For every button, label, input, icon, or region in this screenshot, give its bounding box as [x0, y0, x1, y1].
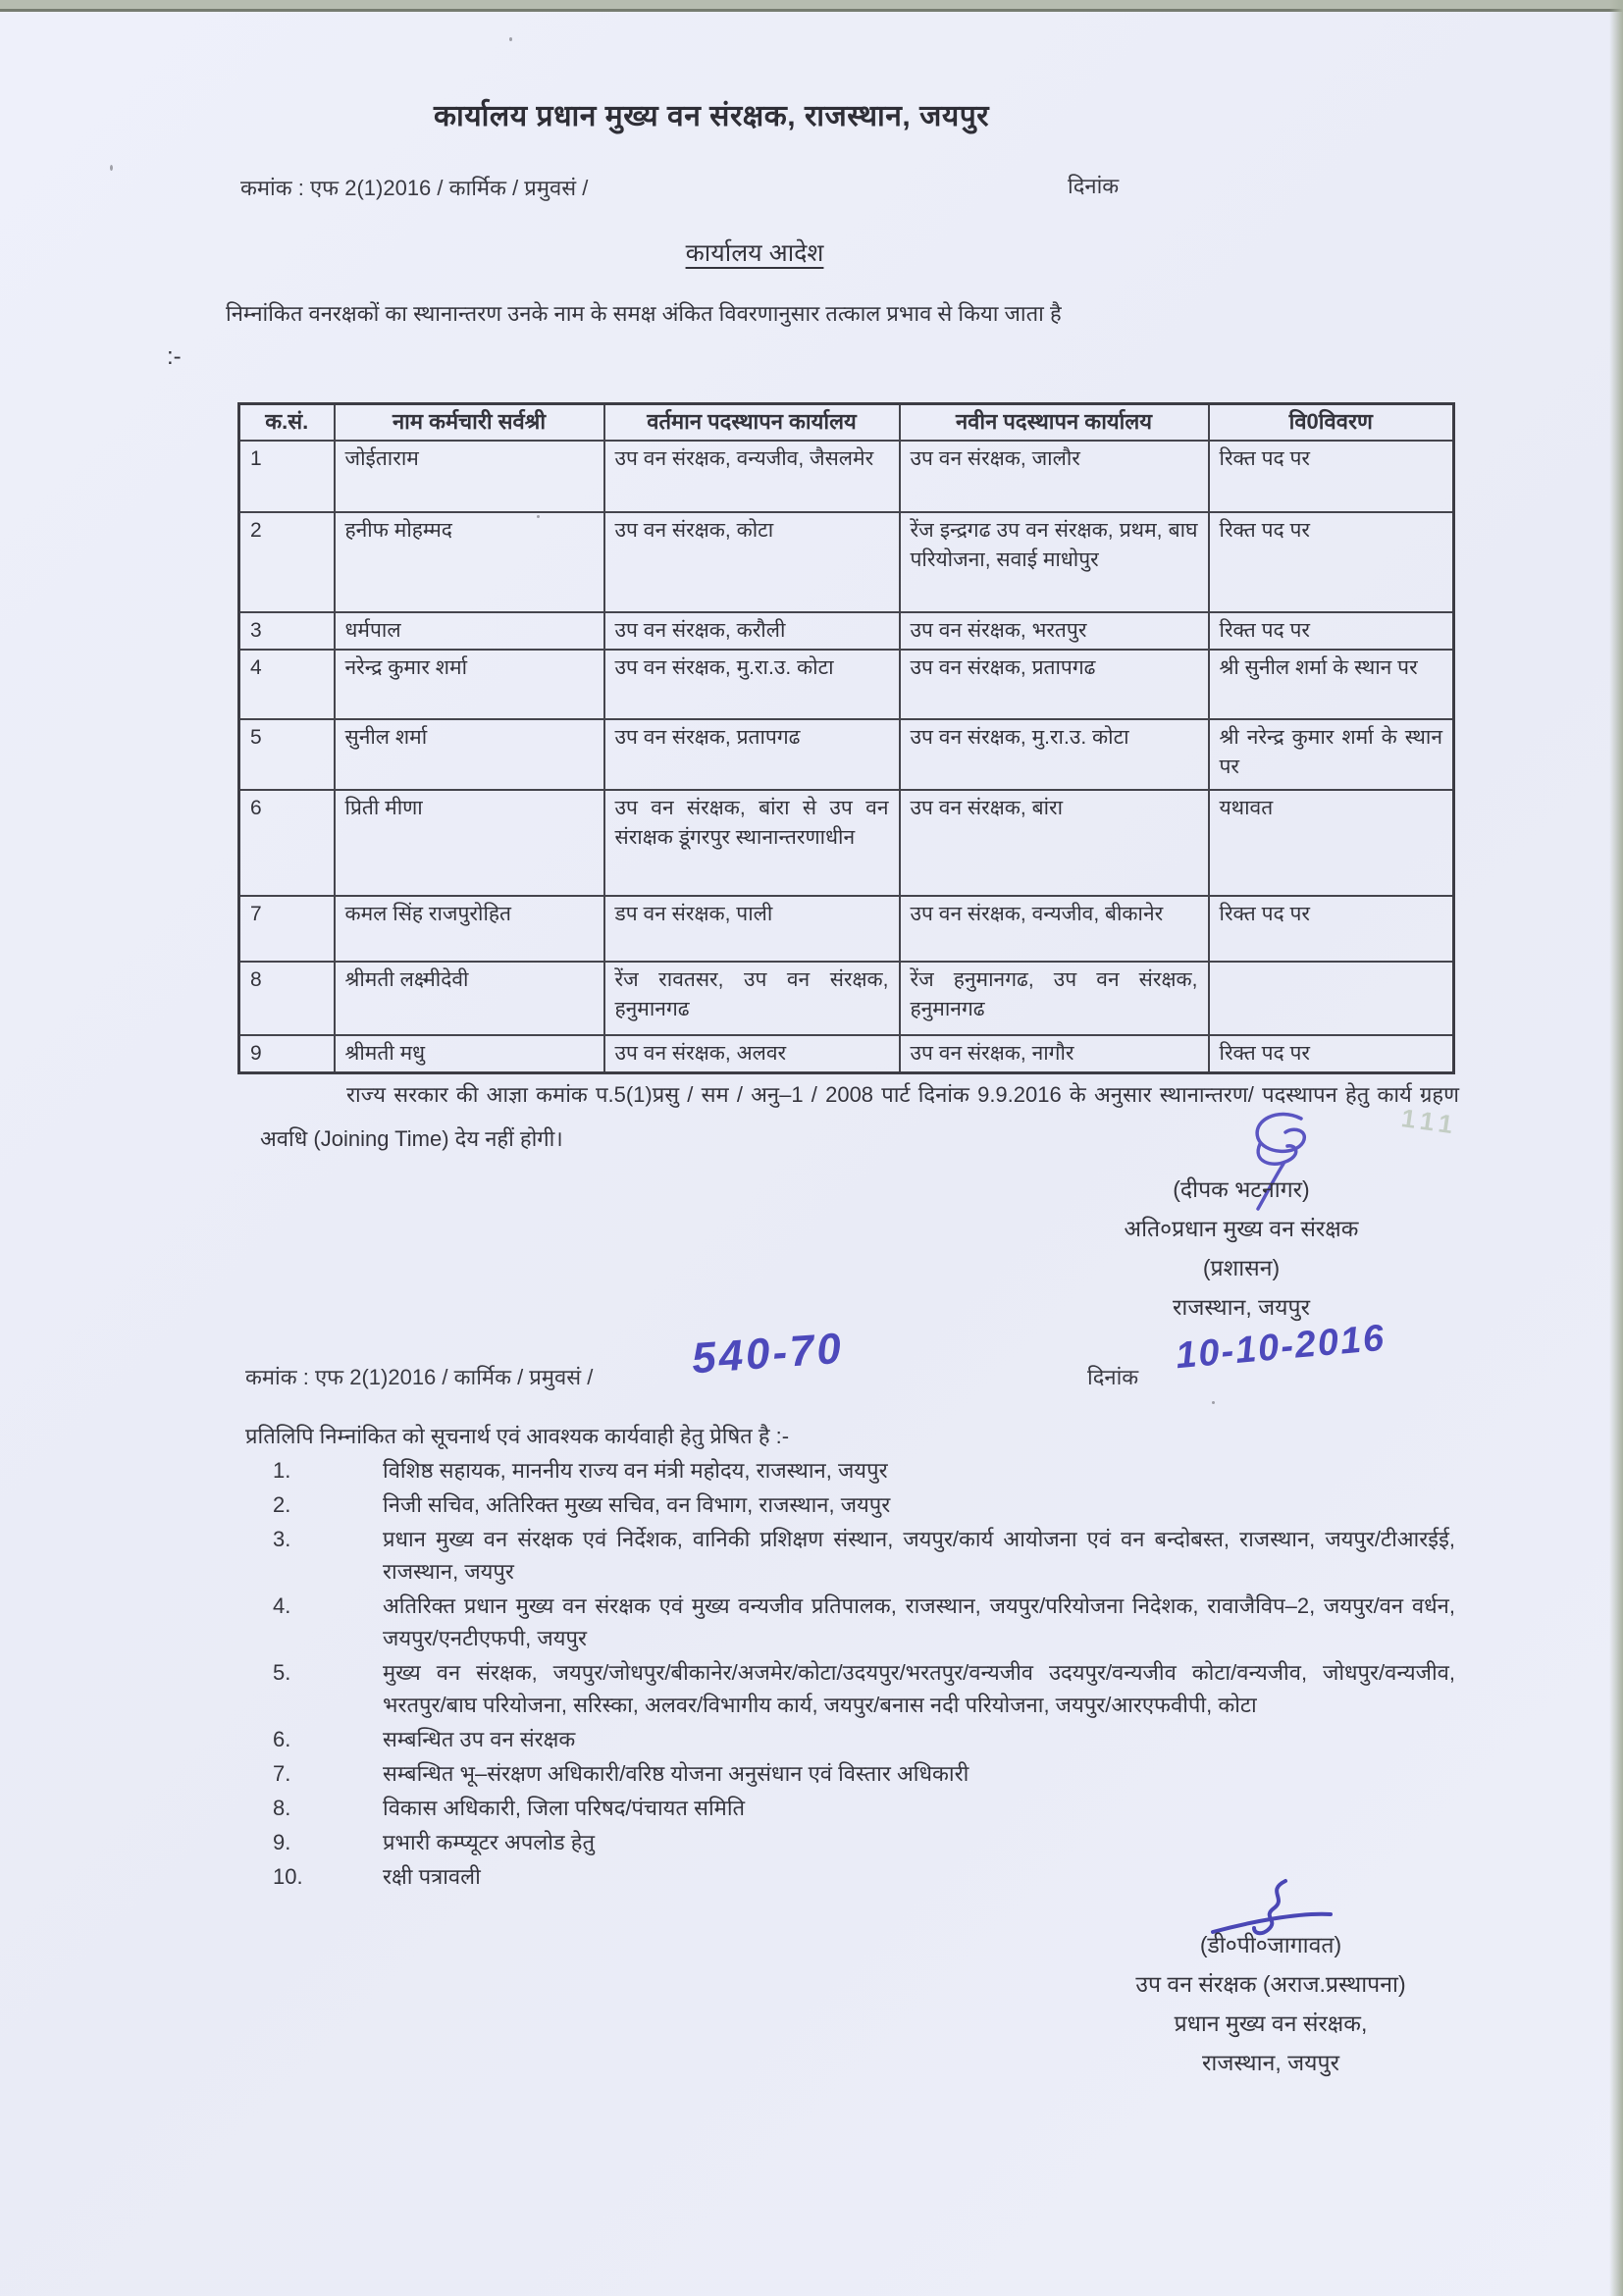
- copy-distribution-heading: प्रतिलिपि निम्नांकित को सूचनार्थ एवं आवश्यक कार्यवाही हेतु प्रेषित है :-: [245, 1424, 790, 1448]
- ref-number-line-1: कमांक : एफ 2(1)2016 / कार्मिक / प्रमुवसं /: [240, 176, 589, 200]
- cell-sn: 2: [239, 512, 335, 612]
- cell-sn: 3: [239, 612, 335, 650]
- item-text: विकास अधिकारी, जिला परिषद/पंचायत समिति: [383, 1796, 746, 1820]
- cell-detail: [1209, 962, 1454, 1035]
- item-text: सम्बन्धित भू–संरक्षण अधिकारी/वरिष्ठ योजना अनुसंधान एवं विस्तार अधिकारी: [383, 1761, 969, 1786]
- cell-detail: रिक्त पद पर: [1209, 612, 1454, 650]
- col-header-sn: क.सं.: [239, 404, 335, 441]
- cell-new-office: रेंज इन्द्रगढ उप वन संरक्षक, प्रथम, बाघ परियोजना, सवाई माधोपुर: [900, 512, 1209, 612]
- cell-name: प्रिती मीणा: [335, 790, 604, 896]
- item-number: 1.: [273, 1458, 291, 1483]
- list-item: [273, 1792, 1455, 1824]
- cell-sn: 5: [239, 719, 335, 790]
- cell-current-office: रेंज रावतसर, उप वन संरक्षक, हनुमानगढ: [604, 962, 900, 1035]
- cell-new-office: रेंज हनुमानगढ, उप वन संरक्षक, हनुमानगढ: [900, 962, 1209, 1035]
- cell-sn: 4: [239, 650, 335, 719]
- cell-name: कमल सिंह राजपुरोहित: [335, 896, 604, 962]
- item-text: विशिष्ठ सहायक, माननीय राज्य वन मंत्री महोदय, राजस्थान, जयपुर: [383, 1458, 888, 1483]
- item-text: प्रधान मुख्य वन संरक्षक एवं निर्देशक, वानिकी प्रशिक्षण संस्थान, जयपुर/कार्य आयोजना एवं वन बन्दोबस्त, राजस्थान, जयपुर/टीआरईई, राजस्थान, जयपुर: [383, 1527, 1455, 1584]
- cell-sn: 6: [239, 790, 335, 896]
- list-item: [273, 1826, 1455, 1858]
- table-row: [239, 650, 1454, 719]
- table-row: [239, 790, 1454, 896]
- cell-sn: 8: [239, 962, 335, 1035]
- ref-number-line-2: कमांक : एफ 2(1)2016 / कार्मिक / प्रमुवसं /: [245, 1365, 594, 1389]
- cell-current-office: उप वन संरक्षक, मु.रा.उ. कोटा: [604, 650, 900, 719]
- cell-name: श्रीमती मधु: [335, 1035, 604, 1073]
- signatory-place: राजस्थान, जयपुर: [1173, 1294, 1310, 1320]
- col-header-name: नाम कर्मचारी सर्वश्री: [335, 404, 604, 441]
- order-heading: कार्यालय आदेश: [685, 239, 824, 267]
- cell-new-office: उप वन संरक्षक, मु.रा.उ. कोटा: [900, 719, 1209, 790]
- joining-time-note: राज्य सरकार की आज्ञा कमांक प.5(1)प्रसु / सम / अनु–1 / 2008 पार्ट दिनांक 9.9.2016 के अनुसार स्थानान्तरण/ पदस्थापन हेतु कार्य ग्रहण अवधि (Joining Time) देय नहीं होगी।: [260, 1082, 1459, 1151]
- cell-name: जोईताराम: [335, 441, 604, 512]
- col-header-current: वर्तमान पदस्थापन कार्यालय: [604, 404, 900, 441]
- list-item: [273, 1656, 1455, 1721]
- faint-stamp-mark: 111: [1399, 1103, 1461, 1140]
- signature-block-1: [1060, 1170, 1423, 1327]
- signatory-place: राजस्थान, जयपुर: [1202, 2050, 1339, 2075]
- cell-current-office: डप वन संरक्षक, पाली: [604, 896, 900, 962]
- signatory-name: (दीपक भटनागर): [1173, 1176, 1310, 1202]
- list-item: [273, 1454, 1455, 1487]
- col-header-detail: वि0विवरण: [1209, 404, 1454, 441]
- item-text: अतिरिक्त प्रधान मुख्य वन संरक्षक एवं मुख्य वन्यजीव प्रतिपालक, राजस्थान, जयपुर/परियोजना निदेशक, रावाजैविप–2, जयपुर/वन वर्धन, जयपुर/एनटीएफपी, जयपुर: [383, 1593, 1455, 1650]
- list-item: [273, 1488, 1455, 1521]
- cell-new-office: उप वन संरक्षक, बांरा: [900, 790, 1209, 896]
- table-row: [239, 441, 1454, 512]
- cell-current-office: उप वन संरक्षक, बांरा से उप वन संराक्षक डूंगरपुर स्थानान्तरणाधीन: [604, 790, 900, 896]
- cell-current-office: उप वन संरक्षक, अलवर: [604, 1035, 900, 1073]
- intro-colon: :-: [167, 343, 182, 370]
- scan-top-edge: [0, 0, 1623, 12]
- office-title: कार्यालय प्रधान मुख्य वन संरक्षक, राजस्थान, जयपुर: [433, 100, 990, 132]
- cell-name: धर्मपाल: [335, 612, 604, 650]
- item-number: 3.: [273, 1527, 291, 1551]
- col-header-new: नवीन पदस्थापन कार्यालय: [900, 404, 1209, 441]
- handwritten-date: 10-10-2016: [1174, 1317, 1387, 1378]
- cell-sn: 7: [239, 896, 335, 962]
- cell-detail: रिक्त पद पर: [1209, 441, 1454, 512]
- cell-sn: 9: [239, 1035, 335, 1073]
- item-text: मुख्य वन संरक्षक, जयपुर/जोधपुर/बीकानेर/अजमेर/कोटा/उदयपुर/भरतपुर/वन्यजीव उदयपुर/वन्यजीव कोटा/वन्यजीव, जोधपुर/वन्यजीव, भरतपुर/बाघ परियोजना, सरिस्का, अलवर/विभागीय कार्य, जयपुर/बनास नदी परियोजना, जयपुर/आरएफवीपी, कोटा: [383, 1660, 1455, 1717]
- signatory-name: (डी०पी०जागावत): [1199, 1932, 1342, 1957]
- copy-distribution-list: [273, 1454, 1455, 1895]
- signatory-office: प्रधान मुख्य वन संरक्षक,: [1174, 2010, 1368, 2036]
- scan-speck: [509, 37, 512, 41]
- cell-new-office: उप वन संरक्षक, भरतपुर: [900, 612, 1209, 650]
- item-number: 7.: [273, 1761, 291, 1786]
- table-row: [239, 512, 1454, 612]
- item-text: निजी सचिव, अतिरिक्त मुख्य सचिव, वन विभाग, राजस्थान, जयपुर: [383, 1492, 891, 1517]
- table-row: [239, 896, 1454, 962]
- item-number: 4.: [273, 1593, 291, 1618]
- cell-current-office: उप वन संरक्षक, करौली: [604, 612, 900, 650]
- item-number: 2.: [273, 1492, 291, 1517]
- cell-detail: रिक्त पद पर: [1209, 896, 1454, 962]
- item-number: 8.: [273, 1796, 291, 1820]
- table-header-row: [239, 404, 1454, 441]
- signatory-designation: उप वन संरक्षक (अराज.प्रस्थापना): [1135, 1971, 1406, 1997]
- date-label-2: दिनांक: [1087, 1365, 1139, 1389]
- table-row: [239, 719, 1454, 790]
- cell-current-office: उप वन संरक्षक, वन्यजीव, जैसलमेर: [604, 441, 900, 512]
- signatory-designation: अति०प्रधान मुख्य वन संरक्षक: [1124, 1216, 1359, 1241]
- cell-name: हनीफ मोहम्मद: [335, 512, 604, 612]
- scan-right-edge: [1609, 0, 1623, 2296]
- scan-speck: [537, 515, 540, 518]
- table-row: [239, 1035, 1454, 1073]
- item-text: सम्बन्धित उप वन संरक्षक: [383, 1727, 576, 1751]
- item-text: रक्षी पत्रावली: [383, 1864, 481, 1889]
- cell-new-office: उप वन संरक्षक, जालौर: [900, 441, 1209, 512]
- cell-detail: यथावत: [1209, 790, 1454, 896]
- scan-speck: [1212, 1401, 1215, 1404]
- cell-current-office: उप वन संरक्षक, प्रतापगढ: [604, 719, 900, 790]
- item-number: 9.: [273, 1830, 291, 1854]
- table-row: [239, 612, 1454, 650]
- cell-detail: रिक्त पद पर: [1209, 512, 1454, 612]
- handwritten-dispatch-number: 540-70: [690, 1324, 846, 1383]
- cell-detail: श्री नरेन्द्र कुमार शर्मा के स्थान पर: [1209, 719, 1454, 790]
- cell-new-office: उप वन संरक्षक, प्रतापगढ: [900, 650, 1209, 719]
- cell-name: श्रीमती लक्ष्मीदेवी: [335, 962, 604, 1035]
- cell-detail: रिक्त पद पर: [1209, 1035, 1454, 1073]
- item-number: 5.: [273, 1660, 291, 1685]
- item-number: 6.: [273, 1727, 291, 1751]
- table-row: [239, 962, 1454, 1035]
- list-item: [273, 1590, 1455, 1654]
- list-item: [273, 1723, 1455, 1755]
- cell-name: नरेन्द्र कुमार शर्मा: [335, 650, 604, 719]
- date-label-1: दिनांक: [1068, 174, 1120, 198]
- cell-detail: श्री सुनील शर्मा के स्थान पर: [1209, 650, 1454, 719]
- scan-speck: [110, 165, 113, 171]
- list-item: [273, 1523, 1455, 1588]
- transfer-table: [237, 402, 1455, 1074]
- cell-current-office: उप वन संरक्षक, कोटा: [604, 512, 900, 612]
- intro-paragraph: निम्नांकित वनरक्षकों का स्थानान्तरण उनके नाम के समक्ष अंकित विवरणानुसार तत्काल प्रभाव से किया जाता है: [226, 301, 1062, 326]
- signatory-wing: (प्रशासन): [1202, 1255, 1281, 1280]
- item-text: प्रभारी कम्प्यूटर अपलोड हेतु: [383, 1830, 596, 1854]
- signature-block-2: [1074, 1925, 1467, 2082]
- item-number: 10.: [273, 1864, 303, 1889]
- cell-name: सुनील शर्मा: [335, 719, 604, 790]
- cell-new-office: उप वन संरक्षक, वन्यजीव, बीकानेर: [900, 896, 1209, 962]
- list-item: [273, 1757, 1455, 1790]
- cell-new-office: उप वन संरक्षक, नागौर: [900, 1035, 1209, 1073]
- cell-sn: 1: [239, 441, 335, 512]
